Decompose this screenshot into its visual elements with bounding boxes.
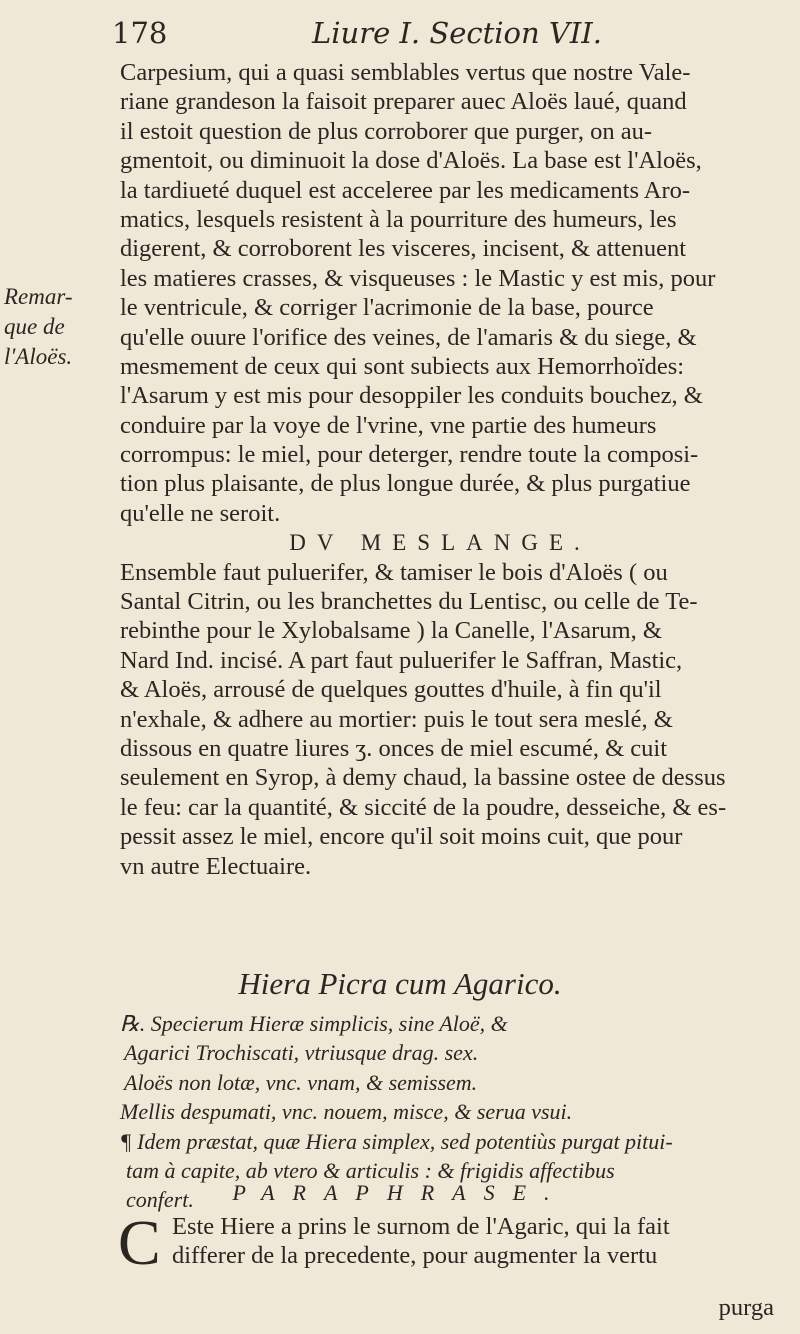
page-number: 178 xyxy=(112,16,168,50)
text-line: riane grandeson la faisoit preparer auec Aloës laué, quand xyxy=(120,88,687,116)
text-line: rebinthe pour le Xylobalsame ) la Canelle, l'Asarum, & xyxy=(120,617,662,645)
recipe-title: Hiera Picra cum Agarico. xyxy=(238,966,562,1001)
recipe-line: Mellis despumati, vnc. nouem, misce, & serua vsui. xyxy=(120,1099,573,1125)
text-line: vn autre Electuaire. xyxy=(120,852,312,880)
recipe-line: Aloës non lotæ, vnc. vnam, & semissem. xyxy=(124,1069,478,1095)
text-line: les matieres crasses, & visqueuses : le Mastic y est mis, pour xyxy=(120,264,716,292)
recipe-line: Agarici Trochiscati, vtriusque drag. sex. xyxy=(124,1040,479,1066)
text-line: le ventricule, & corriger l'acrimonie de la base, pource xyxy=(120,294,654,322)
margin-note-line: l'Aloës. xyxy=(4,344,73,369)
catchword: purga xyxy=(718,1294,774,1321)
text-line: seulement en Syrop, à demy chaud, la bassine ostee de dessus xyxy=(120,764,726,792)
margin-note-line: que de xyxy=(4,314,65,339)
main-text xyxy=(120,58,792,881)
text-line: corrompus: le miel, pour deterger, rendre toute la composi- xyxy=(120,441,699,469)
margin-note xyxy=(4,282,104,372)
recipe-line: tam à capite, ab vtero & articulis : & frigidis affectibus xyxy=(126,1157,615,1183)
recipe-line: ℞. Specierum Hieræ simplicis, sine Aloë, & xyxy=(120,1011,508,1036)
text-line: tion plus plaisante, de plus longue durée, & plus purgatiue xyxy=(120,470,691,498)
text-line: & Aloës, arrousé de quelques gouttes d'huile, à fin qu'il xyxy=(120,676,662,704)
text-line: la tardiueté duquel est acceleree par les medicaments Aro- xyxy=(120,176,691,204)
paraphrase-heading: PARAPHRASE. xyxy=(232,1180,568,1205)
running-title: Liure I. Section VII. xyxy=(312,16,602,50)
final-paragraph xyxy=(118,1207,798,1278)
text-line: Este Hiere a prins le surnom de l'Agaric, qui la fait xyxy=(172,1213,670,1240)
page-header xyxy=(112,16,740,56)
text-line: gmentoit, ou diminuoit la dose d'Aloës. La base est l'Aloës, xyxy=(120,147,702,175)
text-line: Nard Ind. incisé. A part faut puluerifer le Saffran, Mastic, xyxy=(120,646,683,674)
text-line: n'exhale, & adhere au mortier: puis le tout sera meslé, & xyxy=(120,705,673,733)
margin-note-line: Remar- xyxy=(4,284,73,309)
text-line: differer de la precedente, pour augmenter la vertu xyxy=(172,1242,658,1270)
recipe-line: ¶ Idem præstat, quæ Hiera simplex, sed potentiùs purgat pitui- xyxy=(120,1128,673,1154)
section-heading: DV MESLANGE. xyxy=(289,530,591,556)
drop-cap: C xyxy=(118,1207,161,1278)
text-line: matics, lesquels resistent à la pourriture des humeurs, les xyxy=(120,205,677,233)
text-line: digerent, & corroborent les visceres, incisent, & attenuent xyxy=(120,235,687,263)
text-line: Ensemble faut puluerifer, & tamiser le bois d'Aloës ( ou xyxy=(120,558,668,586)
text-line: qu'elle ouure l'orifice des veines, de l'amaris & du siege, & xyxy=(120,323,697,351)
text-line: mesmement de ceux qui sont subiects aux Hemorrhoïdes: xyxy=(120,352,685,380)
text-line: Santal Citrin, ou les branchettes du Lentisc, ou celle de Te- xyxy=(120,588,698,616)
text-line: dissous en quatre liures ʒ. onces de miel escumé, & cuit xyxy=(120,734,668,762)
text-line: conduire par la voye de l'vrine, vne partie des humeurs xyxy=(120,411,657,439)
text-line: l'Asarum y est mis pour desoppiler les conduits bouchez, & xyxy=(120,382,703,410)
text-line: pessit assez le miel, encore qu'il soit moins cuit, que pour xyxy=(120,823,683,851)
text-line: le feu: car la quantité, & siccité de la poudre, desseiche, & es- xyxy=(120,793,727,821)
text-line: il estoit question de plus corroborer que purger, on au- xyxy=(120,117,652,145)
text-line: qu'elle ne seroit. xyxy=(120,499,281,527)
recipe-line: confert. xyxy=(126,1187,194,1213)
text-line: Carpesium, qui a quasi semblables vertus que nostre Vale- xyxy=(120,59,691,86)
